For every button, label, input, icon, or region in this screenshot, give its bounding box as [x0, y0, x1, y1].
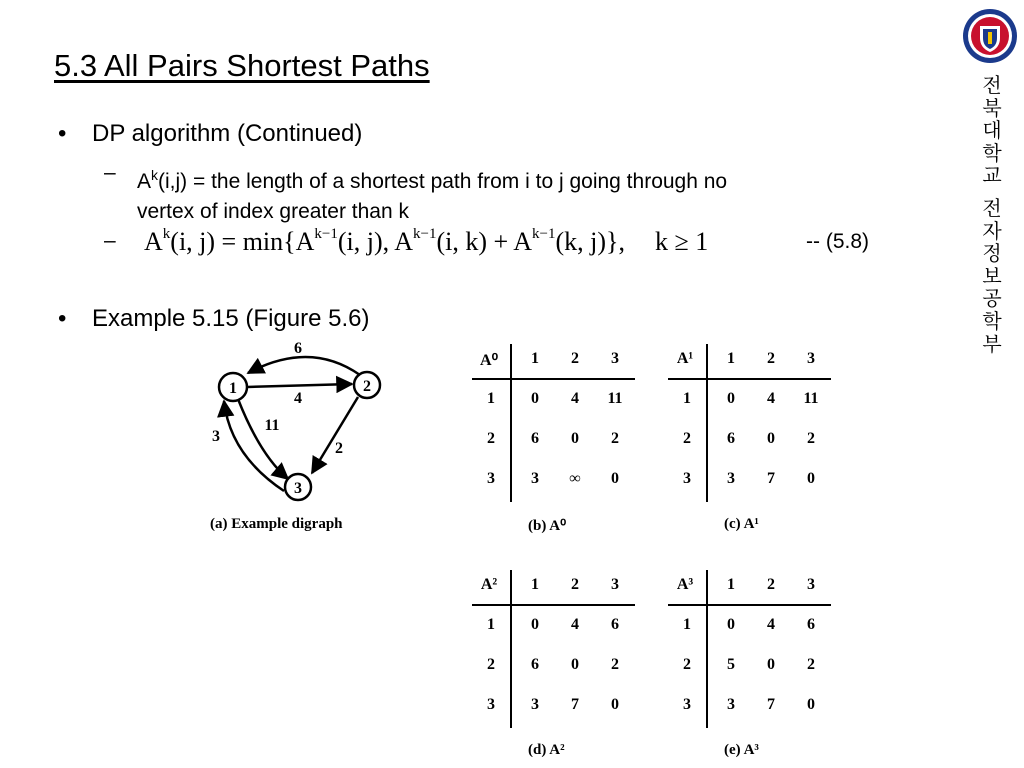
bullet-text: DP algorithm (Continued) [92, 120, 363, 147]
table-cell: 7 [767, 470, 775, 487]
matrix-table-A1 [668, 344, 833, 504]
table-cell: ∞ [569, 470, 581, 487]
caption-d: (d) A² [528, 742, 565, 758]
definition-k: k [151, 167, 159, 183]
caption-b: (b) A⁰ [528, 518, 567, 534]
table-cell: 3 [531, 696, 539, 713]
table-cell: 3 [727, 696, 735, 713]
table-corner-label: A¹ [676, 350, 694, 367]
table-cell: 7 [767, 696, 775, 713]
table-cell: 0 [807, 696, 815, 713]
table-cell: 4 [767, 616, 775, 633]
bullet-text: Example 5.15 (Figure 5.6) [92, 305, 370, 332]
table-column-rule [510, 570, 512, 728]
table-column-header: 3 [611, 350, 619, 367]
table-column-header: 1 [531, 576, 539, 593]
node-label: 3 [294, 480, 302, 497]
table-corner-label: A⁰ [480, 352, 498, 369]
university-seal-icon [962, 8, 1018, 64]
table-column-rule [510, 344, 512, 502]
table-row-header: 1 [487, 390, 495, 407]
table-cell: 2 [807, 656, 815, 673]
dash-symbol: – [104, 161, 116, 184]
table-row-header: 1 [487, 616, 495, 633]
table-column-header: 2 [571, 576, 579, 593]
bullet-symbol: • [58, 120, 67, 147]
table-cell: 2 [611, 656, 619, 673]
table-cell: 6 [531, 656, 539, 673]
matrix-table-A2 [472, 570, 637, 730]
table-cell: 0 [571, 656, 579, 673]
table-column-rule [706, 344, 708, 502]
table-cell: 0 [767, 656, 775, 673]
equation-number: -- (5.8) [806, 230, 869, 253]
definition-A: A [137, 170, 152, 193]
edge-weight: 2 [335, 440, 343, 457]
table-column-header: 2 [767, 576, 775, 593]
table-cell: 4 [571, 616, 579, 633]
table-cell: 11 [803, 390, 819, 407]
table-cell: 0 [611, 696, 619, 713]
table-cell: 0 [571, 430, 579, 447]
table-row-header: 1 [683, 390, 691, 407]
edge-weight: 4 [294, 390, 302, 407]
edge-weight: 3 [212, 428, 220, 445]
caption-c: (c) A¹ [724, 516, 759, 532]
table-cell: 11 [607, 390, 623, 407]
bullet-symbol: • [58, 305, 67, 332]
table-cell: 6 [807, 616, 815, 633]
definition-line2: vertex of index greater than k [137, 200, 409, 223]
table-cell: 6 [611, 616, 619, 633]
node-label: 2 [363, 378, 371, 395]
table-column-header: 2 [571, 350, 579, 367]
table-row-header: 3 [683, 470, 691, 487]
table-row-header: 3 [683, 696, 691, 713]
edge-1-to-3 [238, 399, 288, 479]
table-cell: 3 [531, 470, 539, 487]
caption-e: (e) A³ [724, 742, 759, 758]
table-cell: 4 [767, 390, 775, 407]
node-label: 1 [229, 380, 237, 397]
table-column-header: 1 [727, 576, 735, 593]
table-cell: 0 [727, 390, 735, 407]
table-column-header: 1 [531, 350, 539, 367]
definition-line1: (i,j) = the length of a shortest path from i to j going through no [158, 170, 728, 193]
table-cell: 0 [767, 430, 775, 447]
table-row-header: 2 [683, 430, 691, 447]
dash-symbol: – [104, 229, 116, 252]
table-row-header: 1 [683, 616, 691, 633]
table-column-header: 3 [807, 350, 815, 367]
table-cell: 0 [727, 616, 735, 633]
table-column-header: 3 [807, 576, 815, 593]
definition-text [137, 160, 917, 227]
table-row-header: 3 [487, 470, 495, 487]
table-cell: 0 [611, 470, 619, 487]
table-cell: 2 [807, 430, 815, 447]
table-cell: 6 [531, 430, 539, 447]
recurrence-formula: $A^k(i$, $j) = \min\{A^{k-1}(i$, j), $A^{k-1}(i$, $k) + A^{k-1}(k$, j)}, k ≥ 1 [144, 226, 709, 256]
table-cell: 0 [531, 390, 539, 407]
department-vertical-text: 전 북 대 학 교 전 자 정 보 공 학 부 [982, 73, 1002, 356]
edge-2-to-1 [248, 357, 360, 375]
table-cell: 3 [727, 470, 735, 487]
edge-3-to-1 [224, 401, 284, 491]
table-column-rule [706, 570, 708, 728]
table-cell: 2 [611, 430, 619, 447]
table-cell: 0 [531, 616, 539, 633]
table-cell: 4 [571, 390, 579, 407]
table-header-rule [472, 378, 635, 380]
slide-title: 5.3 All Pairs Shortest Paths [54, 48, 430, 83]
table-row-header: 3 [487, 696, 495, 713]
edge-weight: 6 [294, 340, 302, 357]
table-column-header: 3 [611, 576, 619, 593]
caption-a: (a) Example digraph [210, 516, 343, 532]
table-cell: 6 [727, 430, 735, 447]
table-header-rule [668, 604, 831, 606]
table-row-header: 2 [683, 656, 691, 673]
matrix-table-A3 [668, 570, 833, 730]
edge-1-to-2 [247, 384, 352, 387]
table-header-rule [472, 604, 635, 606]
edge-2-to-3 [312, 397, 358, 473]
table-cell: 7 [571, 696, 579, 713]
table-corner-label: A³ [676, 576, 694, 593]
table-cell: 5 [727, 656, 735, 673]
table-corner-label: A² [480, 576, 498, 593]
matrix-table-A0 [472, 344, 637, 504]
edge-weight: 11 [264, 417, 280, 434]
table-row-header: 2 [487, 656, 495, 673]
table-header-rule [668, 378, 831, 380]
table-column-header: 1 [727, 350, 735, 367]
table-cell: 0 [807, 470, 815, 487]
table-row-header: 2 [487, 430, 495, 447]
table-column-header: 2 [767, 350, 775, 367]
